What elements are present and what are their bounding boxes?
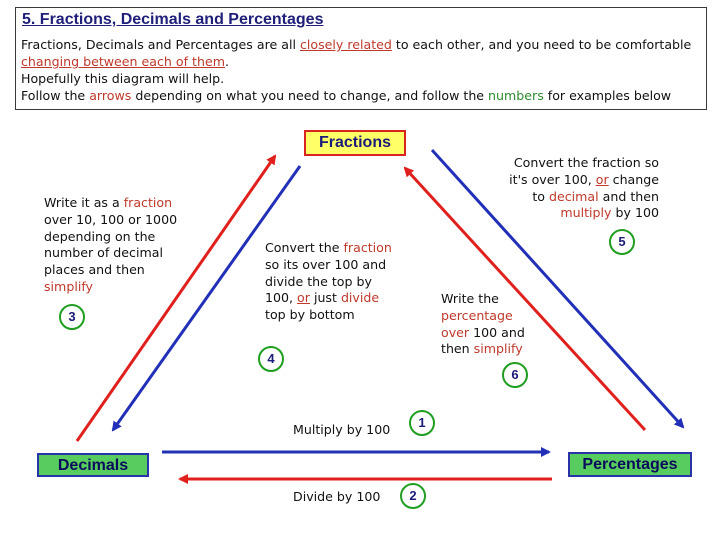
note-text: Write it as a — [44, 195, 124, 210]
example-badge-5: 5 — [609, 229, 635, 255]
fraction-to-decimal-note — [265, 240, 395, 324]
note-text: Convert the fraction so it's over 100, — [509, 155, 659, 187]
note-highlight: or — [297, 290, 310, 306]
note-text: Write the — [441, 291, 499, 306]
note-text: by 100 — [611, 205, 659, 221]
intro-text-part: for examples below — [543, 88, 672, 103]
note-highlight: percentage — [441, 307, 513, 323]
intro-text-part: to each other, and you need to be comfortable — [391, 37, 692, 52]
intro-text-part: Hopefully this diagram will help. — [21, 71, 225, 86]
note-highlight: fraction — [343, 240, 392, 255]
note-text: so its over 100 and divide the top by 100, — [265, 256, 387, 306]
note-highlight: over — [441, 324, 470, 340]
example-badge-6: 6 — [502, 362, 528, 388]
note-text: over 10, 100 or 1000 depending on the number of decimal places and then — [44, 211, 178, 278]
note-text: and then — [598, 188, 659, 204]
page-title: 5. Fractions, Decimals and Percentages — [22, 11, 324, 28]
arrows-word: arrows — [89, 88, 132, 103]
example-badge-4: 4 — [258, 346, 284, 372]
intro-text-part: . — [225, 54, 230, 69]
note-text: top by bottom — [265, 307, 355, 323]
example-badge-2: 2 — [400, 483, 426, 509]
intro-text-part: Follow the — [21, 88, 90, 103]
example-badge-3: 3 — [59, 304, 85, 330]
intro-text-part: depending on what you need to change, and follow the — [131, 88, 489, 103]
note-text: just — [309, 290, 341, 306]
intro-text-part: Fractions, Decimals and Percentages are all — [21, 37, 300, 52]
note-text: change to — [532, 171, 659, 204]
fraction-to-percentage-note — [502, 155, 659, 222]
note-text: 100 and then — [441, 324, 525, 357]
note-highlight: simplify — [473, 341, 523, 357]
intro-highlight: changing between each of them — [21, 54, 225, 69]
decimals-box: Decimals — [37, 453, 149, 477]
numbers-word: numbers — [488, 88, 544, 103]
intro-highlight: closely related — [299, 37, 392, 52]
note-highlight: or — [595, 171, 609, 187]
fractions-box: Fractions — [304, 130, 406, 156]
percentages-box: Percentages — [568, 452, 692, 477]
example-badge-1: 1 — [409, 410, 435, 436]
decimal-to-fraction-note — [44, 195, 194, 296]
note-highlight: simplify — [44, 278, 93, 294]
divide-by-100-label: Divide by 100 — [293, 489, 381, 504]
note-text: Convert the — [265, 240, 344, 255]
note-highlight: fraction — [123, 195, 173, 210]
note-highlight: decimal — [548, 188, 599, 204]
multiply-by-100-label: Multiply by 100 — [293, 422, 391, 437]
note-highlight: multiply — [560, 205, 612, 221]
percentage-to-fraction-note — [441, 291, 541, 358]
note-highlight: divide — [340, 290, 380, 306]
